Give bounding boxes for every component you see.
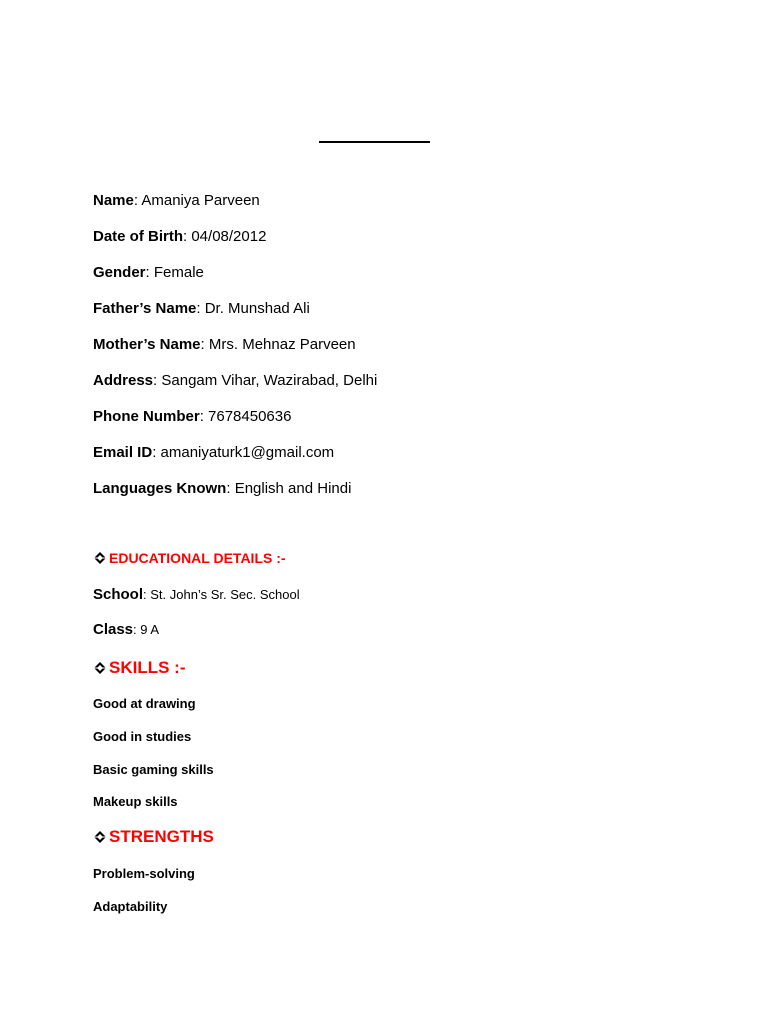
education-heading [93,548,286,568]
list-item: Basic gaming skills [93,762,214,777]
address-label: Address [93,372,154,389]
mother-name-field [93,335,356,355]
school-label: School [93,586,144,603]
phone-value: 7678450636 [208,408,292,425]
separator: : [226,480,235,497]
school-field [93,585,300,605]
separator: : [143,587,151,602]
mother-name-label: Mother’s Name [93,336,201,353]
address-value: Sangam Vihar, Wazirabad, Delhi [161,372,378,389]
list-item: Good at drawing [93,696,196,711]
dob-field [93,227,266,247]
strengths-heading-text: STRENGTHS [109,827,214,846]
name-field [93,191,260,211]
father-name-value: Dr. Munshad Ali [204,300,310,317]
skills-heading-text: SKILLS :- [109,658,186,677]
list-item: Adaptability [93,899,168,914]
class-value: 9 A [140,622,160,637]
separator: : [199,408,209,425]
email-field [93,443,334,463]
gender-label: Gender [93,264,146,281]
separator: : [200,336,209,353]
dob-value: 04/08/2012 [191,228,267,245]
separator: : [133,192,142,209]
list-item: Makeup skills [93,794,178,809]
gender-value: Female [153,264,204,281]
email-label: Email ID [93,444,153,461]
gender-field [93,263,204,283]
mother-name-value: Mrs. Mehnaz Parveen [208,336,356,353]
father-name-field [93,299,310,319]
class-label: Class [93,621,134,638]
education-heading-text: EDUCATIONAL DETAILS :- [109,550,286,566]
diamond-bullet-icon [93,661,107,675]
address-field [93,371,377,391]
skills-heading [93,657,186,679]
name-value: Amaniya Parveen [141,192,260,209]
list-item: Good in studies [93,729,192,744]
phone-field [93,407,291,427]
diamond-bullet-icon [93,551,107,565]
diamond-bullet-icon [93,830,107,844]
languages-field [93,479,351,499]
father-name-label: Father’s Name [93,300,197,317]
separator: : [153,372,162,389]
separator: : [145,264,154,281]
email-value: amaniyaturk1@gmail.com [160,444,335,461]
languages-label: Languages Known [93,480,227,497]
languages-value: English and Hindi [234,480,352,497]
strengths-heading [93,826,214,848]
dob-label: Date of Birth [93,228,183,245]
title-underline [319,141,430,143]
separator: : [152,444,161,461]
separator: : [196,300,205,317]
list-item: Problem-solving [93,866,195,881]
class-field [93,620,159,640]
phone-label: Phone Number [93,408,200,425]
school-value: St. John’s Sr. Sec. School [150,587,300,602]
separator: : [133,622,141,637]
name-label: Name [93,192,134,209]
separator: : [183,228,192,245]
